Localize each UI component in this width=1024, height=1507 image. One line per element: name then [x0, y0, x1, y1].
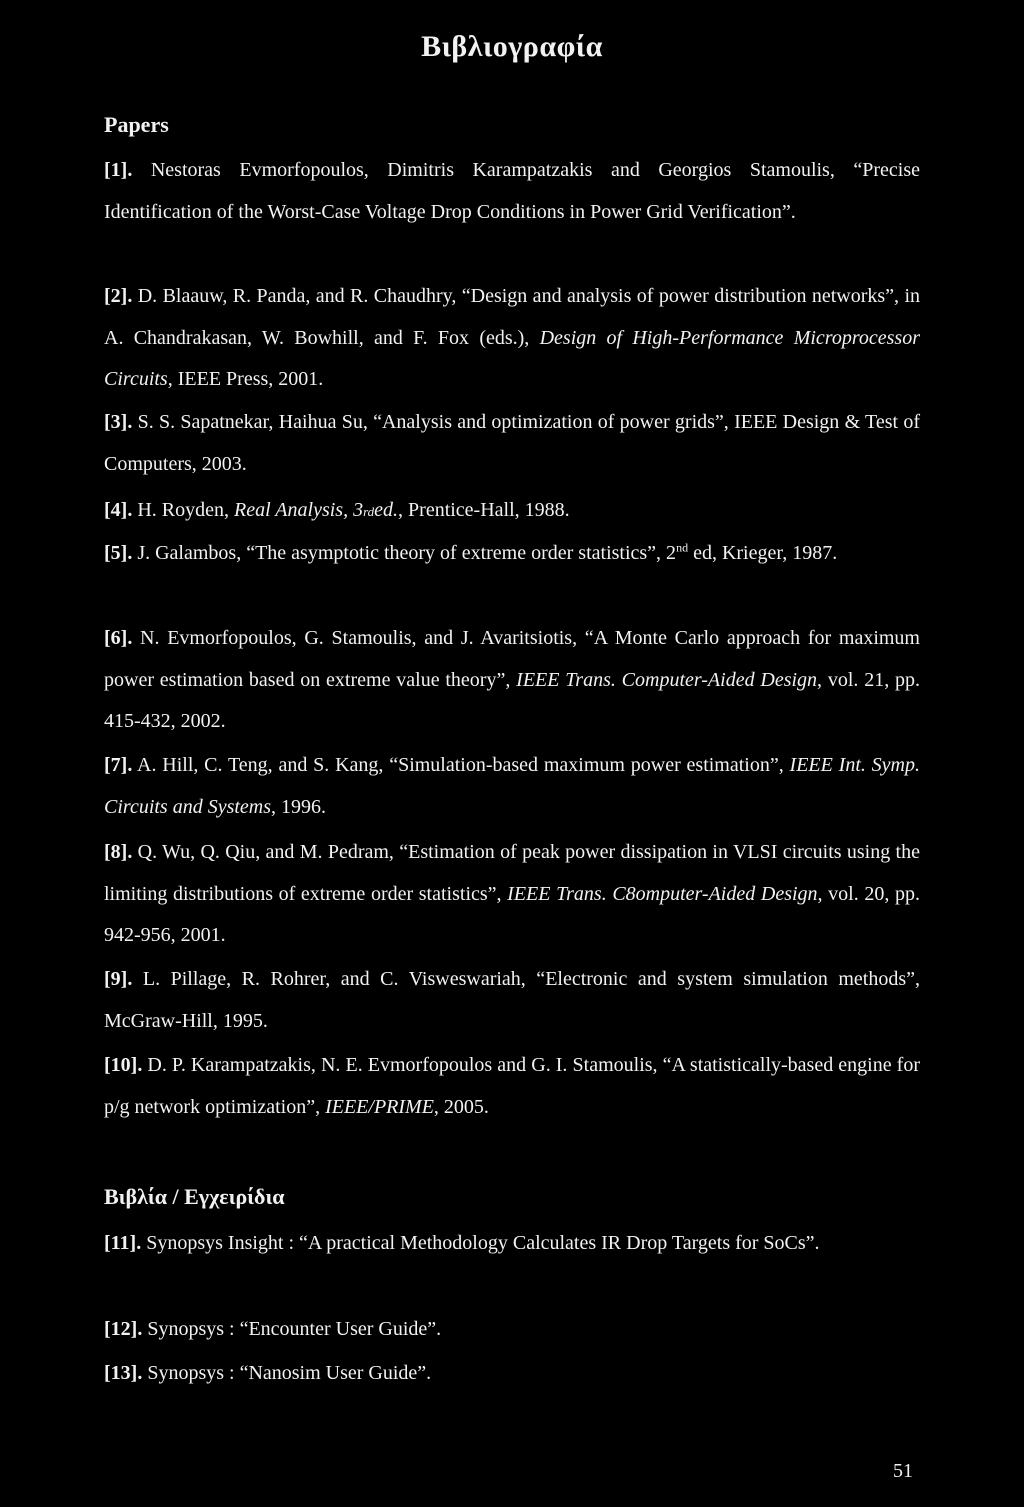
- reference-text: Synopsys Insight : “A practical Methodology Calculates IR Drop Targets for SoCs”.: [141, 1232, 820, 1254]
- reference-text: Q. Wu, Q. Qiu, and M. Pedram, “Estimation of peak power dissipation in VLSI circuits using the limiting distributions of extreme order statistics”,: [104, 841, 920, 905]
- reference-item: [104, 402, 920, 485]
- reference-text: , vol. 21, pp. 415-432, 2002.: [104, 668, 921, 732]
- reference-number: [12].: [104, 1318, 143, 1340]
- reference-item: [104, 490, 920, 533]
- reference-number: [11].: [104, 1232, 142, 1254]
- reference-text: , Prentice-Hall, 1988.: [398, 499, 570, 521]
- reference-text: Synopsys : “Encounter User Guide”.: [142, 1318, 442, 1340]
- reference-text: , vol. 20, pp. 942-956, 2001.: [104, 882, 921, 946]
- reference-text: D. Blaauw, R. Panda, and R. Chaudhry, “Design and analysis of power distribution networks”, in A. Chandrakasan, W. Bowhill, and F. Fox (eds.),: [104, 285, 920, 349]
- reference-number: [1].: [104, 159, 133, 181]
- reference-title-italic: IEEE Trans. Computer-Aided Design: [516, 668, 818, 691]
- reference-number: [2].: [104, 285, 133, 307]
- section-heading-books: Βιβλία / Εγχειρίδια: [104, 1184, 285, 1209]
- reference-item: [104, 959, 920, 1042]
- reference-item: [104, 1309, 920, 1351]
- page-title: Βιβλιογραφία: [421, 30, 603, 63]
- reference-text: H. Royden,: [132, 499, 234, 521]
- reference-item: [104, 745, 920, 828]
- reference-number: [5].: [104, 542, 133, 564]
- reference-text: , 2005.: [433, 1095, 489, 1118]
- reference-text: N. Evmorfopoulos, G. Stamoulis, and J. Avaritsiotis, “A Monte Carlo approach for maximum power estimation based on extreme value theory”,: [104, 627, 920, 691]
- reference-text: ed, Krieger, 1987.: [688, 542, 838, 564]
- reference-item: [104, 618, 920, 743]
- reference-number: [10].: [104, 1054, 143, 1076]
- reference-item: [104, 1045, 920, 1128]
- reference-title-italic: IEEE Trans. C8omputer-Aided Design: [507, 882, 818, 905]
- reference-item: [104, 533, 920, 575]
- reference-number: [6].: [104, 627, 133, 649]
- reference-text: Nestoras Evmorfopoulos, Dimitris Karampatzakis and Georgios Stamoulis, “Precise Identification of the Worst-Case Voltage Drop Conditions in Power Grid Verification”.: [104, 159, 920, 223]
- reference-text: D. P. Karampatzakis, N. E. Evmorfopoulos and G. I. Stamoulis, “A statistically-based engine for p/g network optimization”,: [104, 1054, 920, 1118]
- reference-edition-suffix: rd: [363, 504, 375, 519]
- reference-item: [104, 1223, 920, 1265]
- reference-number: [13].: [104, 1362, 143, 1384]
- reference-text: J. Galambos, “The asymptotic theory of extreme order statistics”, 2: [132, 542, 677, 564]
- reference-number: [9].: [104, 968, 133, 990]
- reference-text: L. Pillage, R. Rohrer, and C. Visweswariah, “Electronic and system simulation methods”, McGraw-Hill, 1995.: [104, 968, 920, 1032]
- reference-superscript: nd: [676, 540, 689, 555]
- reference-title-italic: IEEE/PRIME: [325, 1095, 434, 1118]
- reference-text: , 1996.: [271, 795, 327, 818]
- section-heading-papers: Papers: [104, 112, 169, 137]
- page-number: 51: [893, 1460, 913, 1482]
- reference-title-italic: Real Analysis, 3: [234, 499, 364, 521]
- reference-item: [104, 832, 920, 957]
- reference-text: A. Hill, C. Teng, and S. Kang, “Simulation-based maximum power estimation”,: [132, 754, 790, 776]
- reference-item: [104, 1353, 920, 1395]
- reference-title-italic: Design of High-Performance Microprocessor Circuits: [104, 326, 920, 390]
- reference-text: , IEEE Press, 2001.: [167, 368, 324, 390]
- reference-title-italic: ed.: [374, 499, 399, 521]
- reference-text: S. S. Sapatnekar, Haihua Su, “Analysis and optimization of power grids”, IEEE Design & Test of Computers, 2003.: [104, 411, 920, 475]
- reference-number: [4].: [104, 499, 133, 521]
- reference-number: [7].: [104, 754, 133, 776]
- reference-title-italic: IEEE Int. Symp. Circuits and Systems: [104, 754, 920, 818]
- reference-item: [104, 150, 920, 233]
- reference-number: [8].: [104, 841, 133, 863]
- reference-item: [104, 276, 920, 401]
- reference-number: [3].: [104, 411, 133, 433]
- reference-text: Synopsys : “Nanosim User Guide”.: [142, 1362, 432, 1384]
